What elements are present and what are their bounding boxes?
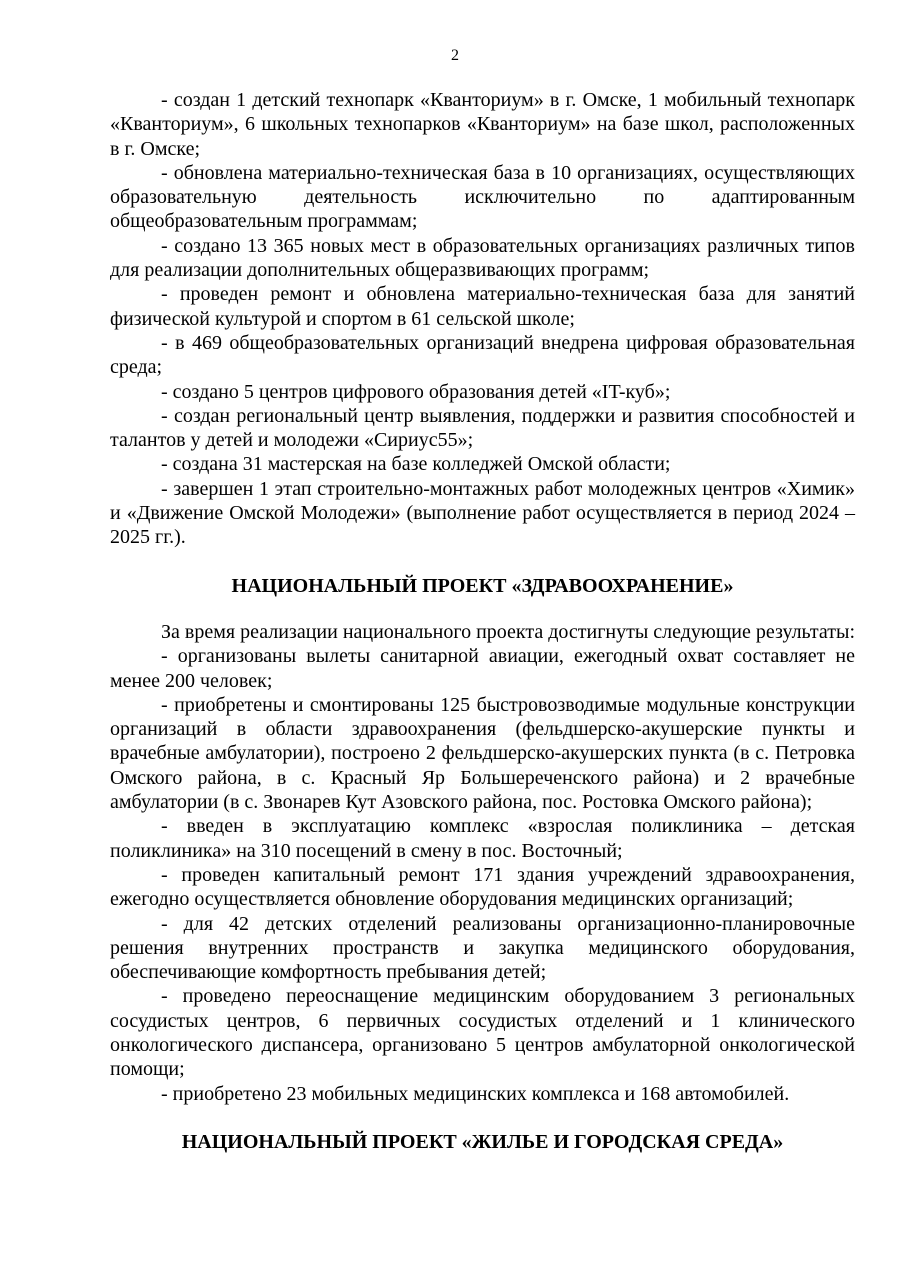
section-heading-housing: НАЦИОНАЛЬНЫЙ ПРОЕКТ «ЖИЛЬЕ И ГОРОДСКАЯ СРЕДА» — [181, 1130, 784, 1153]
list-item: - проведено переоснащение медицинским оборудованием 3 региональных сосудистых центров, 6 первичных сосудистых отделений и 1 клинического онкологического диспансера, организовано 5 центров амбулаторной онкологической помощи; — [110, 985, 855, 1081]
document-body — [110, 88, 855, 1154]
list-item: - организованы вылеты санитарной авиации, ежегодный охват составляет не менее 200 человек; — [110, 645, 855, 692]
list-item: - введен в эксплуатацию комплекс «взрослая поликлиника – детская поликлиника» на 310 посещений в смену в пос. Восточный; — [110, 815, 855, 862]
section-heading-healthcare: НАЦИОНАЛЬНЫЙ ПРОЕКТ «ЗДРАВООХРАНЕНИЕ» — [231, 574, 734, 597]
list-item: - приобретено 23 мобильных медицинских комплекса и 168 автомобилей. — [161, 1082, 790, 1105]
list-item: - создан региональный центр выявления, поддержки и развития способностей и талантов у детей и молодежи «Сириус55»; — [110, 404, 855, 452]
list-item: - обновлена материально-техническая база в 10 организациях, осуществляющих образовательную деятельность исключительно по адаптированным общеобразовательным программам; — [110, 161, 855, 233]
section-intro: За время реализации национального проекта достигнуты следующие результаты: — [161, 620, 855, 643]
list-item: - для 42 детских отделений реализованы организационно-планировочные решения внутренних пространств и закупка медицинского оборудования, обеспечивающие комфортность пребывания детей; — [110, 912, 855, 984]
list-item: - завершен 1 этап строительно-монтажных работ молодежных центров «Химик» и «Движение Омской Молодежи» (выполнение работ осуществляется в период 2024 – 2025 гг.). — [110, 477, 855, 549]
list-item: - создано 5 центров цифрового образования детей «IT-куб»; — [161, 380, 671, 403]
list-item: - проведен капитальный ремонт 171 здания учреждений здравоохранения, ежегодно осуществляется обновление оборудования медицинских организаций; — [110, 863, 855, 911]
list-item: - создано 13 365 новых мест в образовательных организациях различных типов для реализации дополнительных общеразвивающих программ; — [110, 234, 855, 282]
list-item: - создан 1 детский технопарк «Кванториум» в г. Омске, 1 мобильный технопарк «Кванториум», 6 школьных технопарков «Кванториум» на базе школ, расположенных в г. Омске; — [110, 89, 855, 160]
list-item: - в 469 общеобразовательных организаций внедрена цифровая образовательная среда; — [110, 331, 855, 379]
list-item: - приобретены и смонтированы 125 быстровозводимые модульные конструкции организаций в области здравоохранения (фельдшерско-акушерские пункты и врачебные амбулатории), построено 2 фельдшерско-акушерских пункта (в с. Петровка Омского района, в с. Красный Яр Большереченского района) и 2 врачебные амбулатории (в с. Звонарев Кут Азовского района, пос. Ростовка Омского района); — [110, 693, 855, 814]
page-number: 2 — [451, 47, 459, 64]
list-item: - проведен ремонт и обновлена материально-техническая база для занятий физической культурой и спортом в 61 сельской школе; — [110, 283, 855, 330]
list-item: - создана 31 мастерская на базе колледжей Омской области; — [161, 453, 671, 476]
